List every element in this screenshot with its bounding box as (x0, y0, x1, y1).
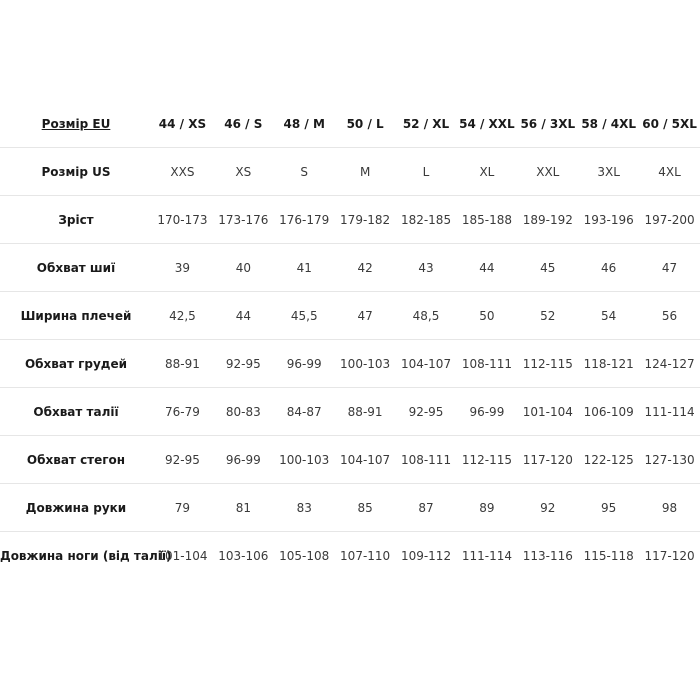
table-cell: 109-112 (400, 548, 452, 563)
table-cell: 122-125 (578, 436, 639, 484)
table-row (0, 340, 700, 388)
column-header: 52 / XL (396, 100, 457, 148)
table-cell: 107-110 (340, 548, 391, 563)
table-row (0, 244, 700, 292)
table-cell: 112-115 (456, 436, 517, 484)
table-cell: 83 (274, 484, 335, 532)
table-cell: M (335, 148, 396, 196)
table-row (0, 436, 700, 484)
table-cell: 117-120 (644, 548, 695, 563)
table-cell: 115-118 (583, 548, 634, 563)
table-cell: 104-107 (335, 436, 396, 484)
row-label: Довжина ноги (від талії) (0, 548, 172, 563)
table-cell: 87 (396, 484, 457, 532)
table-cell: 176-179 (274, 196, 335, 244)
row-label: Обхват грудей (0, 340, 152, 388)
table-cell: 89 (456, 484, 517, 532)
table-cell: 47 (335, 292, 396, 340)
table-cell: 111-114 (639, 388, 700, 436)
column-header: 54 / XXL (456, 100, 517, 148)
table-cell: 101-104 (157, 548, 208, 563)
table-cell: 56 (639, 292, 700, 340)
table-cell: 80-83 (213, 388, 274, 436)
table-cell: 54 (578, 292, 639, 340)
table-cell: 44 (456, 244, 517, 292)
table-cell: 95 (578, 484, 639, 532)
header-row (0, 100, 700, 148)
table-cell: XS (213, 148, 274, 196)
row-label: Зріст (0, 196, 152, 244)
table-cell: 103-106 (218, 548, 269, 563)
table-cell: 108-111 (396, 436, 457, 484)
table-cell: 96-99 (456, 388, 517, 436)
row-label: Обхват стегон (0, 436, 152, 484)
table-cell: 45,5 (274, 292, 335, 340)
table-cell: 98 (639, 484, 700, 532)
row-label: Обхват шиї (0, 244, 152, 292)
table-cell: 52 (517, 292, 578, 340)
table-cell: 106-109 (578, 388, 639, 436)
column-header: 44 / XS (152, 100, 213, 148)
table-cell: 4XL (639, 148, 700, 196)
table-cell: 185-188 (456, 196, 517, 244)
table-cell: 182-185 (396, 196, 457, 244)
table-cell: 42,5 (152, 292, 213, 340)
table-cell: 41 (274, 244, 335, 292)
table-cell: 193-196 (578, 196, 639, 244)
row-label: Ширина плечей (0, 292, 152, 340)
column-header: 50 / L (335, 100, 396, 148)
table-row (0, 292, 700, 340)
table-cell: 92 (517, 484, 578, 532)
size-chart-table (0, 100, 700, 579)
table-cell: 47 (639, 244, 700, 292)
table-cell: 46 (578, 244, 639, 292)
table-cell: 111-114 (461, 548, 512, 563)
table-row (0, 196, 700, 244)
table-cell: 96-99 (213, 436, 274, 484)
table-row (0, 484, 700, 532)
table-cell: 108-111 (456, 340, 517, 388)
table-cell: 76-79 (152, 388, 213, 436)
table-cell: XXS (152, 148, 213, 196)
table-cell: S (274, 148, 335, 196)
table-cell: 113-116 (522, 548, 573, 563)
table-cell: 179-182 (335, 196, 396, 244)
table-cell: 117-120 (517, 436, 578, 484)
column-header: 46 / S (213, 100, 274, 148)
table-row (0, 148, 700, 196)
table-cell: 100-103 (335, 340, 396, 388)
column-header: 58 / 4XL (578, 100, 639, 148)
table-cell: L (396, 148, 457, 196)
table-row (0, 532, 700, 580)
table-cell: 50 (456, 292, 517, 340)
table-cell: 197-200 (639, 196, 700, 244)
table-cell: 105-108 (279, 548, 330, 563)
row-label: Обхват талії (0, 388, 152, 436)
table-cell: 43 (396, 244, 457, 292)
table-cell: 40 (213, 244, 274, 292)
column-header: 60 / 5XL (639, 100, 700, 148)
table-cell: 42 (335, 244, 396, 292)
table-cell: XL (456, 148, 517, 196)
table-cell: 45 (517, 244, 578, 292)
table-cell: 44 (213, 292, 274, 340)
table-cell: 112-115 (517, 340, 578, 388)
table-cell: 101-104 (517, 388, 578, 436)
row-label: Розмір US (0, 148, 152, 196)
table-cell: 79 (152, 484, 213, 532)
table-cell: 92-95 (396, 388, 457, 436)
table-cell: XXL (517, 148, 578, 196)
table-cell: 88-91 (335, 388, 396, 436)
table-cell: 127-130 (639, 436, 700, 484)
corner-header (0, 100, 152, 148)
table-cell: 85 (335, 484, 396, 532)
table-cell: 88-91 (152, 340, 213, 388)
table-cell: 48,5 (396, 292, 457, 340)
table-cell: 92-95 (213, 340, 274, 388)
table-cell: 104-107 (396, 340, 457, 388)
table-cell: 189-192 (517, 196, 578, 244)
table-cell: 39 (152, 244, 213, 292)
table-cell: 100-103 (274, 436, 335, 484)
table-cell: 173-176 (213, 196, 274, 244)
table-cell: 124-127 (639, 340, 700, 388)
corner-label: Розмір EU (41, 116, 111, 131)
column-header: 56 / 3XL (517, 100, 578, 148)
table-cell: 3XL (578, 148, 639, 196)
table-cell: 118-121 (578, 340, 639, 388)
table-cell: 81 (213, 484, 274, 532)
table-cell: 170-173 (152, 196, 213, 244)
table-cell: 84-87 (274, 388, 335, 436)
table-row (0, 388, 700, 436)
table-cell: 92-95 (152, 436, 213, 484)
column-header: 48 / M (274, 100, 335, 148)
table-cell: 96-99 (274, 340, 335, 388)
row-label: Довжина руки (0, 484, 152, 532)
